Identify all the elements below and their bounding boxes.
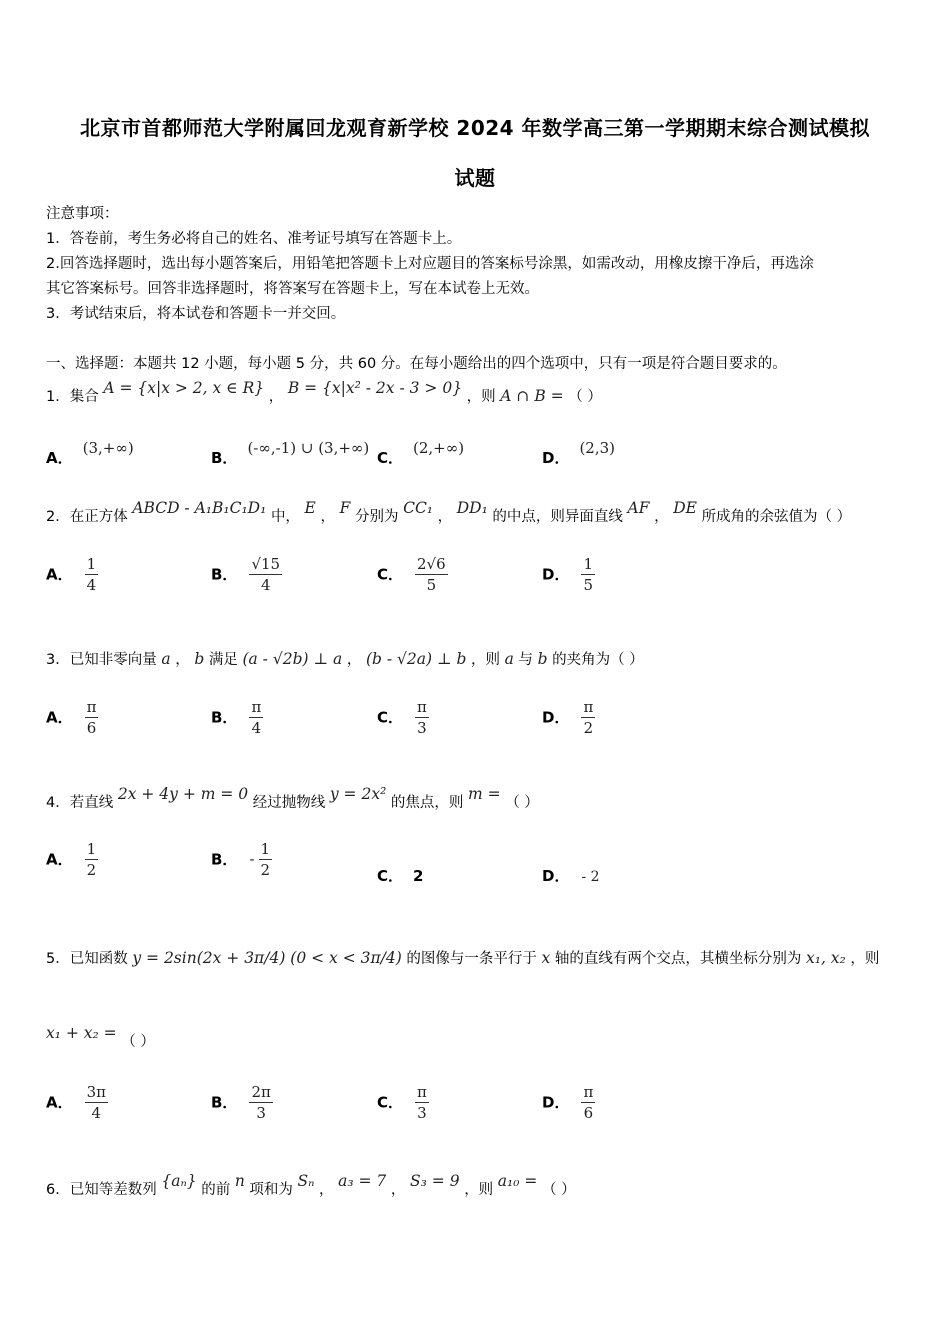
q6-s3: S₃ = 9: [410, 1172, 460, 1190]
option-fraction: [85, 841, 99, 880]
q6-n: n: [234, 1172, 245, 1190]
note-item-2-cont: 其它答案标号。回答非选择题时，将答案写在答题卡上，写在本试卷上无效。: [46, 281, 539, 297]
q5-roots: x₁, x₂: [806, 949, 846, 967]
option-label: C．: [377, 565, 404, 584]
q2-text-7: ，: [654, 509, 669, 525]
section-heading: 一、选择题：本题共 12 小题，每小题 5 分，共 60 分。在每小题给出的四个选项中，只有一项是符合题目要求的。: [46, 356, 787, 372]
option-label: B．: [211, 565, 238, 584]
q5-option-d: [542, 1084, 595, 1123]
option-fraction: [85, 699, 99, 738]
numerator: π: [415, 1084, 429, 1103]
option-label: C．: [377, 867, 404, 885]
denominator: 3: [417, 719, 427, 738]
numerator: 2√6: [415, 556, 448, 575]
q1-option-d: [542, 439, 616, 468]
option-label: C．: [377, 449, 404, 467]
denominator: 2: [583, 719, 594, 738]
option-label: A．: [46, 850, 73, 869]
q3-text-3: 满足: [208, 652, 238, 668]
q3-text-4: ，: [346, 652, 362, 668]
q1-option-c: [377, 439, 465, 468]
numerator: √15: [249, 556, 282, 575]
numerator: 1: [85, 556, 99, 575]
q4-option-a: [46, 841, 98, 880]
denominator: 3: [256, 1104, 266, 1123]
q1-option-a: [46, 439, 134, 468]
exam-title-line1: 北京市首都师范大学附属回龙观育新学校 2024 年数学高三第一学期期末综合测试模拟: [79, 116, 871, 140]
numerator: π: [85, 699, 99, 718]
q3-option-c: [377, 699, 429, 738]
minus-sign: -: [249, 850, 255, 869]
option-fraction: [249, 1084, 272, 1123]
q2-text-8: 所成角的余弦值为（ ）: [701, 509, 852, 525]
q4-line-equation: 2x + 4y + m = 0: [117, 785, 249, 803]
question-6: [46, 1172, 576, 1199]
q2-text-6: 的中点，则异面直线: [492, 509, 623, 525]
numerator: 2π: [249, 1084, 272, 1103]
note-item-1: 1．答卷前，考生务必将自己的姓名、准考证号填写在答题卡上。: [46, 231, 462, 247]
q6-text-7: （ ）: [542, 1182, 576, 1198]
question-2: [46, 499, 852, 526]
q3-vector-b: b: [194, 650, 205, 668]
option-label: C．: [377, 708, 404, 727]
numerator: 1: [259, 841, 273, 860]
option-value: 2: [413, 867, 424, 885]
q3-vector-a-ref: a: [504, 650, 514, 668]
option-value: (-∞,-1) ∪ (3,+∞): [247, 439, 370, 457]
q6-text-6: ，则: [464, 1182, 494, 1198]
denominator: 4: [260, 576, 271, 595]
q3-option-d: [542, 699, 595, 738]
option-label: D．: [542, 449, 570, 467]
q2-text-5: ，: [437, 509, 453, 525]
q2-text-2: 中，: [270, 509, 300, 525]
q6-text-4: ，: [319, 1182, 334, 1198]
denominator: 2: [86, 861, 97, 880]
q2-option-d: [542, 556, 595, 595]
q1-text-3: ，则: [466, 389, 496, 405]
q3-option-a: [46, 699, 98, 738]
q1-intersection: A ∩ B =: [500, 387, 564, 405]
q2-point-e: E: [304, 499, 316, 517]
option-label: A．: [46, 565, 73, 584]
q5-sum: x₁ + x₂ =: [46, 1024, 117, 1042]
q4-option-c: [377, 865, 423, 886]
option-value: (2,3): [579, 439, 616, 457]
q5-text-2: 的图像与一条平行于: [406, 951, 537, 967]
q2-option-b: [211, 556, 282, 595]
option-fraction: [581, 556, 595, 595]
denominator: 6: [86, 719, 97, 738]
q5-function: y = 2sin(2x + 3π/4) (0 < x < 3π/4): [132, 949, 402, 967]
option-fraction: [581, 699, 595, 738]
q2-text-1: 2．在正方体: [46, 509, 128, 525]
option-fraction: [85, 556, 99, 595]
option-fraction: [249, 556, 282, 595]
option-label: D．: [542, 565, 570, 584]
option-value: (3,+∞): [82, 439, 134, 457]
question-3: [46, 648, 644, 669]
numerator: 1: [581, 556, 595, 575]
q3-vector-a: a: [161, 650, 171, 668]
denominator: 4: [91, 1104, 102, 1123]
q2-text-4: 分别为: [354, 509, 399, 525]
q1-text-4: （ ）: [568, 389, 602, 405]
option-label: B．: [211, 850, 238, 869]
option-fraction: [85, 1084, 108, 1123]
q5-option-a: [46, 1084, 108, 1123]
numerator: π: [249, 699, 263, 718]
question-5-cont: [46, 1024, 155, 1051]
option-value: (2,+∞): [413, 439, 465, 457]
numerator: π: [581, 699, 595, 718]
q2-cube: ABCD - A₁B₁C₁D₁: [132, 499, 267, 517]
q4-option-b: [211, 841, 272, 880]
q5-text-5: （ ）: [121, 1034, 155, 1050]
q3-condition-1: (a - √2b) ⊥ a: [242, 650, 343, 668]
option-label: D．: [542, 708, 570, 727]
q6-a10: a₁₀ =: [497, 1172, 538, 1190]
notes-heading: 注意事项：: [46, 206, 119, 222]
q2-option-a: [46, 556, 98, 595]
q3-text-2: ，: [175, 652, 190, 668]
option-label: D．: [542, 1093, 570, 1112]
denominator: 5: [583, 576, 593, 595]
q2-line-de: DE: [673, 499, 697, 517]
q3-condition-2: (b - √2a) ⊥ b: [365, 650, 467, 668]
denominator: 5: [426, 576, 437, 595]
option-label: B．: [211, 449, 238, 467]
q4-text-4: （ ）: [505, 795, 539, 811]
question-4: [46, 785, 539, 812]
q2-point-f: F: [339, 499, 351, 517]
q3-vector-b-ref: b: [537, 650, 548, 668]
option-label: B．: [211, 1093, 238, 1112]
q6-sequence: {aₙ}: [161, 1172, 197, 1190]
option-label: A．: [46, 1093, 73, 1112]
q5-option-c: [377, 1084, 429, 1123]
option-label: D．: [542, 867, 570, 885]
numerator: π: [415, 699, 429, 718]
q5-option-b: [211, 1084, 273, 1123]
option-label: A．: [46, 708, 73, 727]
option-label: B．: [211, 708, 238, 727]
option-fraction: [249, 699, 263, 738]
q6-text-3: 项和为: [249, 1182, 293, 1198]
q3-text-1: 3．已知非零向量: [46, 652, 157, 668]
question-1: [46, 379, 602, 406]
q5-axis-x: x: [541, 949, 551, 967]
q6-sn: Sₙ: [297, 1172, 315, 1190]
q4-text-2: 经过抛物线: [252, 795, 326, 811]
q3-text-7: 的夹角为（ ）: [552, 652, 644, 668]
q4-option-d: [542, 865, 600, 886]
q4-text-1: 4．若直线: [46, 795, 114, 811]
numerator: π: [581, 1084, 595, 1103]
q5-text-4: ，则: [850, 951, 880, 967]
q5-text-3: 轴的直线有两个交点，其横坐标分别为: [554, 951, 802, 967]
q3-text-6: 与: [518, 652, 533, 668]
q6-text-2: 的前: [201, 1182, 231, 1198]
option-fraction: [415, 699, 429, 738]
q1-text-1: 1．集合: [46, 389, 99, 405]
q1-set-a: A = {x|x > 2, x ∈ R}: [103, 379, 265, 397]
note-item-3: 3．考试结束后，将本试卷和答题卡一并交回。: [46, 306, 346, 322]
denominator: 6: [583, 1104, 594, 1123]
option-fraction: [581, 1084, 595, 1123]
option-label: C．: [377, 1093, 404, 1112]
denominator: 2: [260, 861, 271, 880]
q6-text-1: 6．已知等差数列: [46, 1182, 157, 1198]
question-5: [46, 947, 879, 968]
q4-parabola: y = 2x²: [329, 785, 387, 803]
q2-edge-cc1: CC₁: [403, 499, 434, 517]
q4-m: m =: [468, 785, 501, 803]
q2-line-af: AF: [627, 499, 650, 517]
q3-option-b: [211, 699, 263, 738]
q6-a3: a₃ = 7: [338, 1172, 387, 1190]
exam-title-line2: 试题: [454, 166, 496, 190]
option-label: A．: [46, 449, 73, 467]
option-fraction: [415, 1084, 429, 1123]
denominator: 4: [251, 719, 262, 738]
q6-text-5: ，: [390, 1182, 406, 1198]
option-value: - 2: [581, 869, 600, 885]
q2-text-3: ，: [320, 509, 335, 525]
option-fraction: [415, 556, 448, 595]
numerator: 1: [85, 841, 99, 860]
q1-set-b: B = {x|x² - 2x - 3 > 0}: [287, 379, 463, 397]
q3-text-5: ，则: [471, 652, 501, 668]
numerator: 3π: [85, 1084, 108, 1103]
q2-option-c: [377, 556, 448, 595]
note-item-2: 2.回答选择题时，选出每小题答案后，用铅笔把答题卡上对应题目的答案标号涂黑，如需改动，用橡皮擦干净后，再选涂: [46, 256, 814, 272]
q1-text-2: ，: [268, 389, 284, 405]
q2-edge-dd1: DD₁: [456, 499, 488, 517]
q5-text-1: 5．已知函数: [46, 951, 128, 967]
option-fraction: [259, 841, 273, 880]
denominator: 3: [417, 1104, 427, 1123]
denominator: 4: [86, 576, 97, 595]
q4-text-3: 的焦点，则: [390, 795, 464, 811]
q1-option-b: [211, 439, 370, 468]
